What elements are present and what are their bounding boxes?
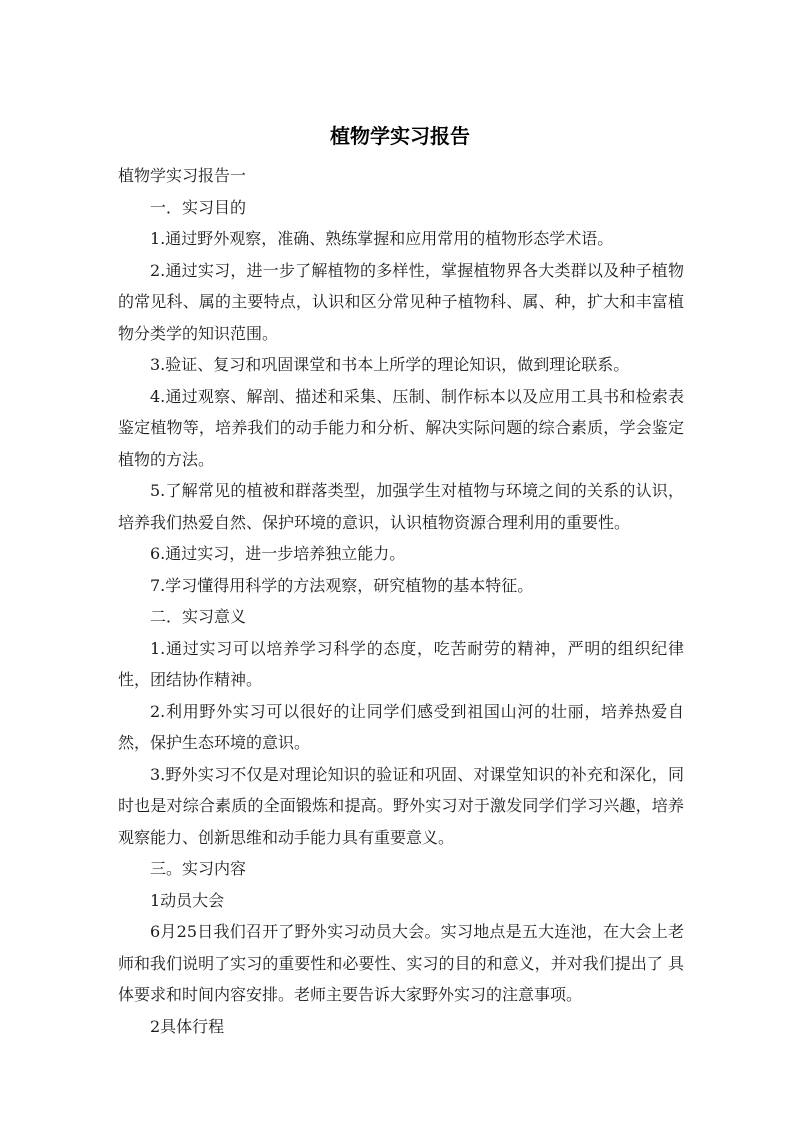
objective-item-2: 2.通过实习，进一步了解植物的多样性，掌握植物界各大类群以及种子植物的常见科、属的主要特点，认识和区分常见种子植物科、属、种，扩大和丰富植物分类学的知识范围。 (118, 260, 684, 343)
objective-item-3: 3.验证、复习和巩固课堂和书本上所学的理论知识，做到理论联系。 (150, 355, 630, 374)
report-subtitle: 植物学实习报告一 (118, 166, 247, 185)
objective-item-1: 1.通过野外观察，准确、熟练掌握和应用常用的植物形态学术语。 (150, 229, 614, 248)
section-heading-content: 三。实习内容 (150, 859, 247, 878)
section-heading-significance: 二．实习意义 (150, 607, 247, 626)
objective-item-6: 6.通过实习，进一步培养独立能力。 (150, 544, 406, 563)
subsection-heading-mobilization: 1动员大会 (150, 890, 225, 910)
document-body (118, 160, 684, 1042)
significance-item-2: 2.利用野外实习可以很好的让同学们感受到祖国山河的壮丽，培养热爱自然，保护生态环境的意识。 (118, 701, 684, 752)
objective-item-4: 4.通过观察、解剖、描述和采集、压制、制作标本以及应用工具书和检索表鉴定植物等，培养我们的动手能力和分析、解决实际问题的综合素质，学会鉴定植物的方法。 (118, 386, 684, 469)
objective-item-5: 5.了解常见的植被和群落类型，加强学生对植物与环境之间的关系的认识，培养我们热爱自然、保护环境的意识，认识植物资源合理利用的重要性。 (118, 481, 684, 532)
subsection-heading-itinerary: 2具体行程 (150, 1016, 225, 1036)
significance-item-1: 1.通过实习可以培养学习科学的态度，吃苦耐劳的精神，严明的组织纪律性，团结协作精神。 (118, 638, 684, 689)
mobilization-paragraph: 6月25日我们召开了野外实习动员大会。实习地点是五大连池，在大会上老 师和我们说明了实习的重要性和必要性、实习的目的和意义，并对我们提出了 具体要求和时间内容安排。老师主要告诉大家野外实习的注意事项。 (118, 922, 684, 1004)
section-heading-objectives: 一．实习目的 (150, 197, 247, 217)
objective-item-7: 7.学习懂得用科学的方法观察，研究植物的基本特征。 (150, 575, 534, 595)
document-title: 植物学实习报告 (330, 124, 470, 148)
significance-item-3: 3.野外实习不仅是对理论知识的验证和巩固、对课堂知识的补充和深化，同时也是对综合素质的全面锻炼和提高。野外实习对于激发同学们学习兴趣，培养观察能力、创新思维和动手能力具有重要意义。 (118, 764, 684, 847)
